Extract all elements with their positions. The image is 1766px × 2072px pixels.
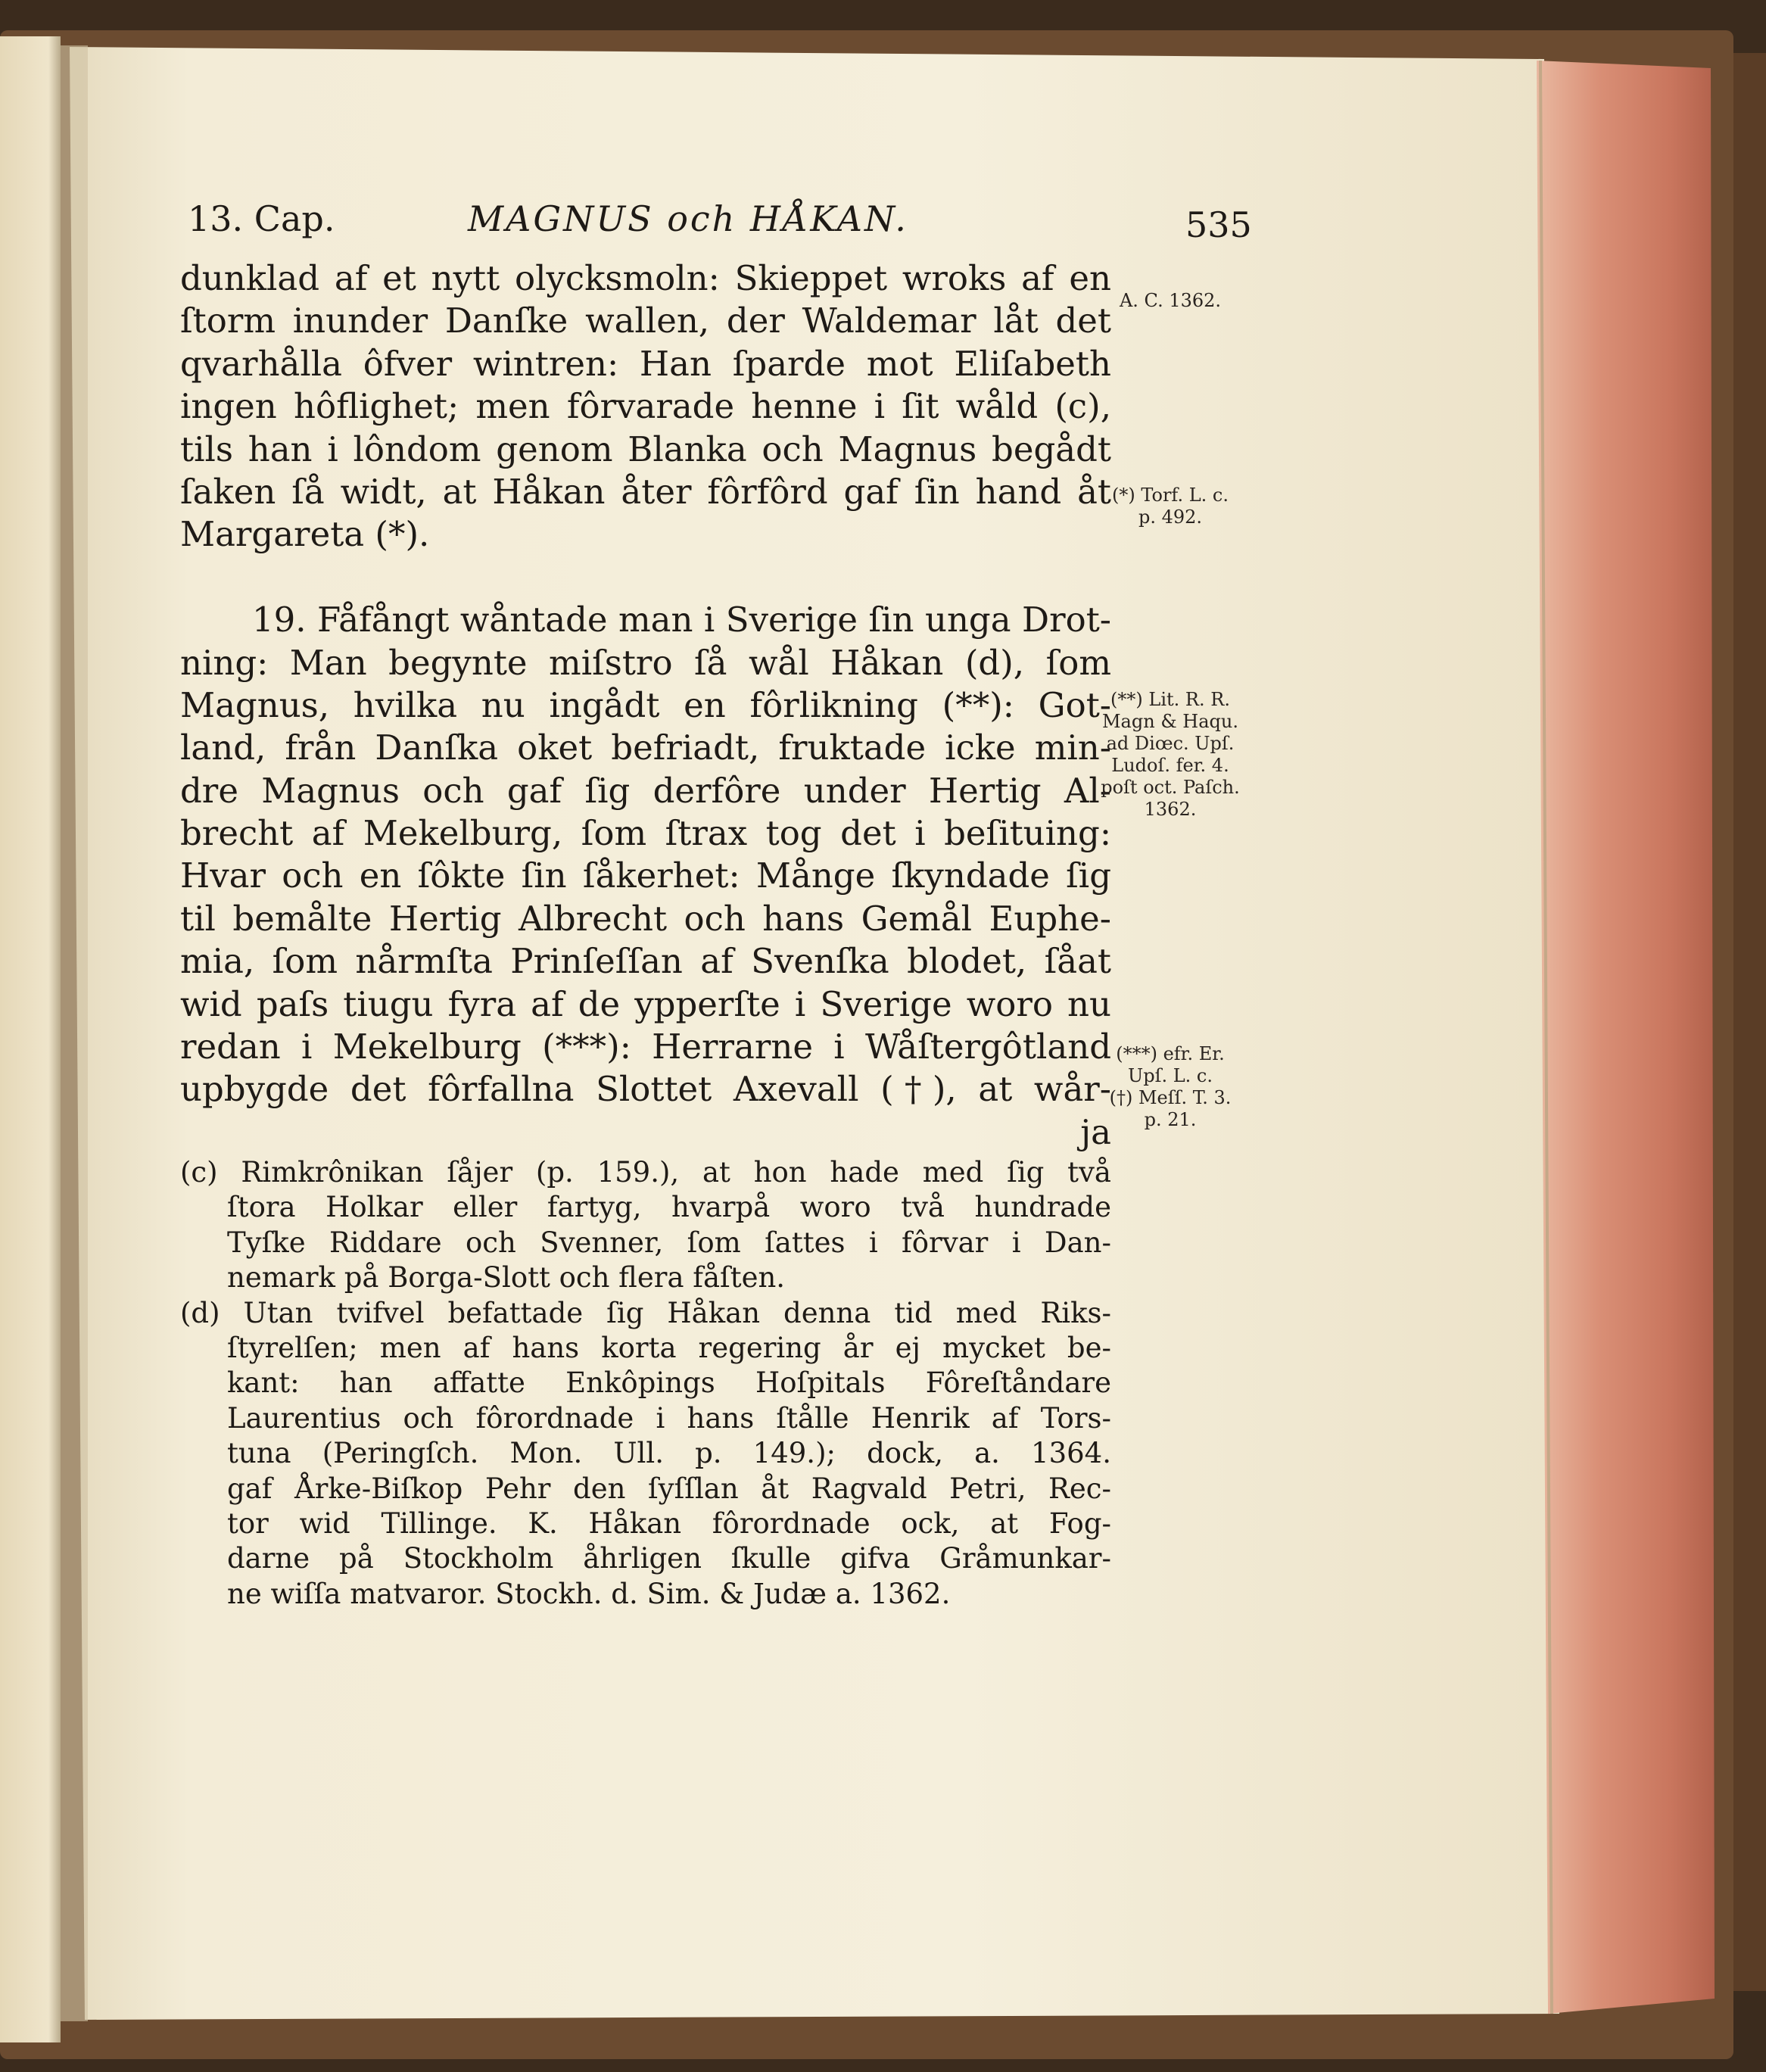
margin-note-torf — [1079, 485, 1261, 528]
text-line: ingen hôflighet; men fôrvarade henne i ſit wåld (c), — [180, 386, 1111, 427]
text-line: mia, ſom nårmſta Prinſeſſan af Svenſka blodet, ſåat — [180, 941, 1111, 982]
text-line: Margareta (*). — [180, 514, 430, 555]
catchword: ja — [1080, 1111, 1111, 1152]
margin-line: Ludoſ. fer. 4. — [1111, 755, 1229, 776]
margin-note-date — [1079, 290, 1261, 312]
page-number: 535 — [1185, 204, 1252, 245]
paragraph-gap — [180, 556, 1111, 599]
footnote-line: ſtyrelſen; men af hans korta regering år ej mycket be- — [227, 1331, 1111, 1364]
margin-line: (*) Torf. L. c. — [1112, 485, 1229, 506]
margin-note-efr — [1079, 1043, 1261, 1131]
text-line: dunklad af et nytt olycksmoln: Skieppet wroks af en — [180, 258, 1111, 298]
footnote-line: ſtora Holkar eller fartyg, hvarpå woro två hundrade — [227, 1191, 1111, 1224]
text-line: brecht af Mekelburg, ſom ſtrax tog det i beſituing: — [180, 813, 1111, 854]
text-line: ſtorm inunder Danſke wallen, der Waldemar låt det — [180, 301, 1111, 341]
text-line: dre Magnus och gaf ſig derfôre under Hertig Al- — [180, 770, 1111, 811]
main-text — [180, 257, 1111, 1154]
footnote-line: Tyſke Riddare och Svenner, ſom ſattes i fôrvar i Dan- — [227, 1226, 1111, 1259]
margin-line: p. 492. — [1138, 506, 1203, 528]
text-line: qvarhålla ôfver wintren: Han ſparde mot Eliſabeth — [180, 343, 1111, 384]
text-line: tils han i lôndom genom Blanka och Magnus begådt — [180, 428, 1111, 469]
chapter-label: 13. Cap. — [188, 198, 335, 239]
running-head — [188, 198, 1252, 253]
footnote-line: Laurentius och fôrordnade i hans ſtålle Henrik af Tors- — [227, 1401, 1111, 1435]
text-line: Hvar och en ſôkte ſin ſåkerhet: Månge ſkyndade ſig — [180, 855, 1111, 896]
margin-line: 1362. — [1144, 799, 1197, 820]
text-line: ſaken ſå widt, at Håkan åter fôrfôrd gaf ſin hand åt — [180, 471, 1111, 512]
running-title: MAGNUS och HÅKAN. — [468, 198, 908, 239]
margin-line: poſt oct. Paſch. — [1101, 777, 1240, 798]
text-line: ning: Man begynte miſstro ſå wål Håkan (d), ſom — [180, 642, 1111, 683]
margin-note-lit — [1079, 689, 1261, 821]
footnote-line: kant: han affatte Enkôpings Hoſpitals Fôreſtåndare — [227, 1366, 1111, 1400]
footnote-line: (c) Rimkrônikan ſåjer (p. 159.), at hon hade med ſig två — [180, 1156, 1111, 1189]
footnote-line: (d) Utan tvifvel befattade ſig Håkan denna tid med Riks- — [180, 1296, 1111, 1329]
margin-line: Upſ. L. c. — [1128, 1065, 1213, 1086]
footnote-line: nemark på Borga-Slott och flera fåſten. — [227, 1261, 786, 1295]
footnotes — [180, 1155, 1111, 1612]
footnote-line: gaf Årke-Biſkop Pehr den ſyſſlan åt Ragvald Petri, Rec- — [227, 1472, 1111, 1505]
margin-line: A. C. 1362. — [1119, 290, 1222, 311]
footnote-line: darne på Stockholm åhrligen ſkulle gifva Gråmunkar- — [227, 1542, 1111, 1575]
text-line: wid paſs tiugu fyra af de ypperſte i Sverige woro nu — [180, 983, 1111, 1024]
margin-line: (**) Lit. R. R. — [1110, 689, 1230, 710]
footnote-line: tuna (Peringſch. Mon. Ull. p. 149.); dock, a. 1364. — [227, 1437, 1111, 1470]
text-line: til bemålte Hertig Albrecht och hans Gemål Euphe- — [180, 898, 1111, 939]
footnote-line: ne wiſſa matvaror. Stockh. d. Sim. & Judæ a. 1362. — [227, 1577, 951, 1610]
text-line: redan i Mekelburg (***): Herrarne i Wåſtergôtland — [180, 1027, 1111, 1067]
margin-line: Magn & Haqu. — [1101, 711, 1238, 732]
text-line: upbygde det fôrfallna Slottet Axevall (†), at wår- — [180, 1069, 1111, 1110]
margin-line: (***) efr. Er. — [1116, 1043, 1225, 1064]
footnote-line: tor wid Tillinge. K. Håkan fôrordnade ock, at Fog- — [227, 1506, 1111, 1540]
margin-line: p. 21. — [1144, 1109, 1197, 1130]
text-line: land, från Danſka oket befriadt, fruktade icke min- — [180, 728, 1111, 768]
margin-line: (†) Meſſ. T. 3. — [1109, 1087, 1232, 1108]
text-line: 19. Fåfångt wåntade man i Sverige ſin unga Drot- — [252, 600, 1111, 640]
text-line: Magnus, hvilka nu ingådt en fôrlikning (**): Got- — [180, 684, 1111, 725]
margin-line: ad Diœc. Upſ. — [1106, 733, 1235, 754]
